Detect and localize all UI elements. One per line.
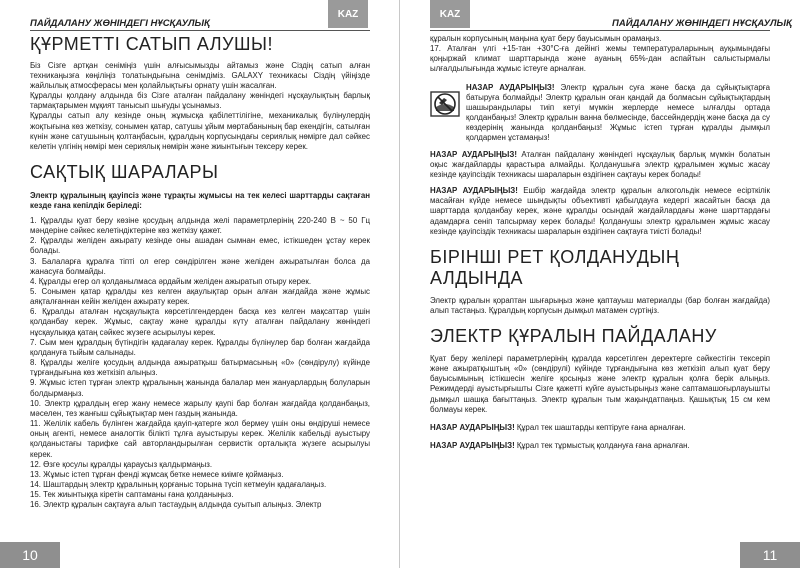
- safety-item: 2. Құралды желіден ажырату кезінде оны ашадан сымнан емес, істікшеден ұстау керек болады.: [30, 236, 370, 256]
- safety-item: 3. Балаларға құралға тіпті ол егер сөндірілген және желіден ажыратылған болса да жанасуға болмайды.: [30, 256, 370, 276]
- right-content: [430, 34, 770, 451]
- warning-text: Құрал тек тұрмыстық қолдануға ғана арналған.: [514, 441, 690, 450]
- dear-customer-heading: ҚҰРМЕТТІ САТЫП АЛУШЫ!: [30, 34, 273, 54]
- safety-item: 1. Құралды қуат беру көзіне қосудың алдында желі параметрлерінің 220-240 В ~ 50 Гц мәндеріне сәйкес келетіндіктеріне көз жеткізу қажет.: [30, 215, 370, 236]
- running-title: ПАЙДАЛАНУ ЖӨНІНДЕГІ НҰСҚАУЛЫҚ: [612, 18, 792, 29]
- warning-text: Электр құралын суға және басқа да сұйықтықтарға батыруға болмайды! Электр құралын оған қандай да болмасын сұйықтықтардың шашырандылары тиіп кетуі мүмкін жерлерде немесе ылғалды ортада қолданбаңыз! Электр құралын ванна бөлмесінде, бассейндердің және басқа да су көздерінің жанында қолданбаңыз! Жұмыс істеп тұрған құралды дымқыл қолдармен ұстамаңыз!: [466, 82, 770, 143]
- intro-paragraph: Құралды сатып алу кезінде оның жұмысқа қабілеттілігіне, механикалық бүлінулердің жоқтығына көз жеткізу, сонымен қатар, сатушы ұйым мөртабанының бар екендігін, сатылған күнін және сатушының қолтаңбасын, құралдың корпусындағы сериялық нөмірге дал сәйкес келетін үлгінің нөмірі мен сериялық нөмірін және жиынтығын тексеру керек.: [30, 111, 370, 151]
- warning-text: Ешбір жағдайда электр құралын алкогольдік немесе есірткілік масайған күйде немесе шындықты объективті қабылдауға кедергі жасайтын басқа да шарттарда қолданбау керек, және құралды осындай жағдайлардағы және шарттардағы адамдарға сеніп тапсырмау керек болады! Қолданушы электр құралымен жұмыс жасау кезінде қауіпсіздік техникасы шараларын өздігінен сақтауға тиісті болады!: [430, 186, 770, 236]
- warning-label: НАЗАР АУДАРЫҢЫЗ!: [430, 441, 515, 450]
- warning-label: НАЗАР АУДАРЫҢЫЗ!: [466, 82, 555, 92]
- continued-text: құралын корпусының маңына қуат беру бауысымын орамаңыз.: [430, 34, 662, 43]
- intro-paragraph: Құралды қолдану алдында біз Сізге аталған пайдалану жөніндегі нұсқаулықтың барлық тармақтарымен мұқият танысып шығуды ұсынамыз.: [30, 91, 370, 111]
- safety-item: 16. Электр құралын сақтауға алып тастаудың алдында суытып алыңыз. Электр: [30, 500, 322, 510]
- intro-paragraph: Біз Сізге артқан сеніміңіз үшін алғысымызды айтамыз және Сіздің сатып алған техникаңызға көңіліңіз толатындығына сенімдіміз. GALAXY техникасы Сіздің үйіңізде жайлылық атмосферасы мен қолайлықтығы орнату үшін жасалған.: [30, 60, 370, 90]
- safety-item: 14. Шаштардың электр құралының қорғаныс торына түсіп кетмеуін қадағалаңыз.: [30, 479, 327, 489]
- warning-label: НАЗАР АУДАРЫҢЫЗ!: [430, 149, 517, 159]
- safety-item: 13. Жұмыс істеп тұрған фенді жұмсақ бетке немесе киімге қоймаңыз.: [30, 469, 284, 479]
- running-title: ПАЙДАЛАНУ ЖӨНІНДЕГІ НҰСҚАУЛЫҚ: [30, 18, 210, 29]
- language-tab: KAZ: [430, 0, 470, 28]
- safety-heading: САҚТЫҚ ШАРАЛАРЫ: [30, 162, 219, 182]
- first-use-text: Электр құралын қораптан шығарыңыз және қаптауыш материалды (бар болған жағдайда) алып тастаңыз. Құралдың корпусын дымқыл матамен сүртіңіз.: [430, 296, 770, 316]
- safety-item: 15. Тек жиынтыққа кіретін саптаманы ғана қолданыңыз.: [30, 490, 234, 500]
- first-use-heading: БІРІНШІ РЕТ ҚОЛДАНУДЫҢ АЛДЫНДА: [430, 246, 680, 289]
- usage-heading: ЭЛЕКТР ҚҰРАЛЫН ПАЙДАЛАНУ: [430, 326, 717, 347]
- safety-item: 7. Сым мен құралдың бүтіндігін қадағалау керек. Құралды бүлінулер бар болған жағдайда қолдануға тыйым салынады.: [30, 337, 370, 357]
- left-content: [30, 34, 370, 510]
- safety-item: 11. Желілік кабель бүлінген жағдайда қауіп-қатерге жол бермеу үшін оны өндіруші немесе оның агенті, немесе аналогтік білікті тұлға ауыстыруы керек. Желілік кабельді ауыстыру қолданыстағы тарифке сай авторландырылған сервистік орталықта жүзеге асырылуы керек.: [30, 419, 370, 459]
- safety-item: 4. Құралды егер ол қолданылмаса әрдайым желіден ажыратып отыру керек.: [30, 276, 312, 286]
- safety-item: 9. Жұмыс істеп тұрған электр құралының жанында балалар мен жануарлардың болуларын болдырмаңыз.: [30, 378, 370, 398]
- safety-item: 6. Құралды аталған нұсқаулықта көрсетілгендерден басқа кез келген мақсаттар үшін қолданбау керек. Жұмыс, сақтау және құралды күту аталған пайдалану жөніндегі нұсқаулыққа қатаң сәйкес жүзеге асырылуы керек.: [30, 307, 370, 337]
- safety-lead: Электр құралының қауіпсіз және тұрақты жұмысы на тек келесі шарттарды сақтаған кезде ғана кепілдік беріледі:: [30, 190, 370, 210]
- warning-label: НАЗАР АУДАРЫҢЫЗ!: [430, 422, 515, 432]
- page-number-right: 11: [740, 542, 800, 568]
- no-water-use-icon: [430, 91, 460, 117]
- safety-item: 5. Сонымен қатар құралды кез келген ақаулықтар орын алған жағдайда және жұмыс аяқталғаннан кейін желіден ажырату керек.: [30, 287, 370, 307]
- warning-text: Құрал тек шаштарды кептіруге ғана арналған.: [514, 422, 686, 432]
- warning-text: Аталған пайдалану жөніндегі нұсқаулық барлық мүмкін болатын оқыс жағдайларды қарастыра алмайды. Қолданушыға электр құралымен жұмыс жасау кезінде қауіпсіздік техникасы шараларын өздігінен сақтауы керек болады!: [430, 149, 770, 179]
- header-rule: [430, 30, 770, 31]
- language-tab: KAZ: [328, 0, 368, 28]
- warning-label: НАЗАР АУДАРЫҢЫЗ!: [430, 186, 518, 196]
- safety-item: 12. Өзге қосулы құралды қараусыз қалдырмаңыз.: [30, 459, 213, 469]
- safety-item-17: 17. Аталған үлгі +15-тан +30°С-ға дейінгі жемы температураларының ауқымындағы қоңыржай климат шарттарында және ауаның 65%-дан аспайтын салыстырмалы ылғалдылығында жұмыс істеуге арналған.: [430, 44, 770, 74]
- right-page: [400, 0, 800, 568]
- header-rule: [30, 30, 370, 31]
- page-number-left: 10: [0, 542, 60, 568]
- safety-item: 8. Құралды желіге қосудың алдында ажыратқыш батырмасының «0» (сөндірулу) күйінде тұрғандығына көз жеткізіп алыңыз.: [30, 358, 370, 378]
- safety-list: [30, 216, 370, 511]
- safety-item: 10. Электр құралдың егер жану немесе жарылу қаупі бар болған жағдайда қолданбаңыз, мәселен, тез жанғыш сұйықтықтар мен газдың жанында.: [30, 398, 370, 418]
- usage-text: Қуат беру желілері параметрлерінің құралда көрсетілген деректерге сәйкестігін тексеріп және ажыратқыштың «0» (сөндірулі) күйінде тұрғандығына көз жеткізіп алып қуат беру бауысымының істікшесін желіге қосыңыз және электр құралын қолға берік алыңыз. Режимдерді ауыстырғышты Сізге қажетті күйге ауыстырыңыз және саптамашоғырлауышты дымқыл шашқа бағыттаңыз. Электр құралын тым жақындатпаңыз. Қашықтық 15 см кем болмауы керек.: [430, 353, 770, 414]
- warning-block-water: [430, 83, 770, 144]
